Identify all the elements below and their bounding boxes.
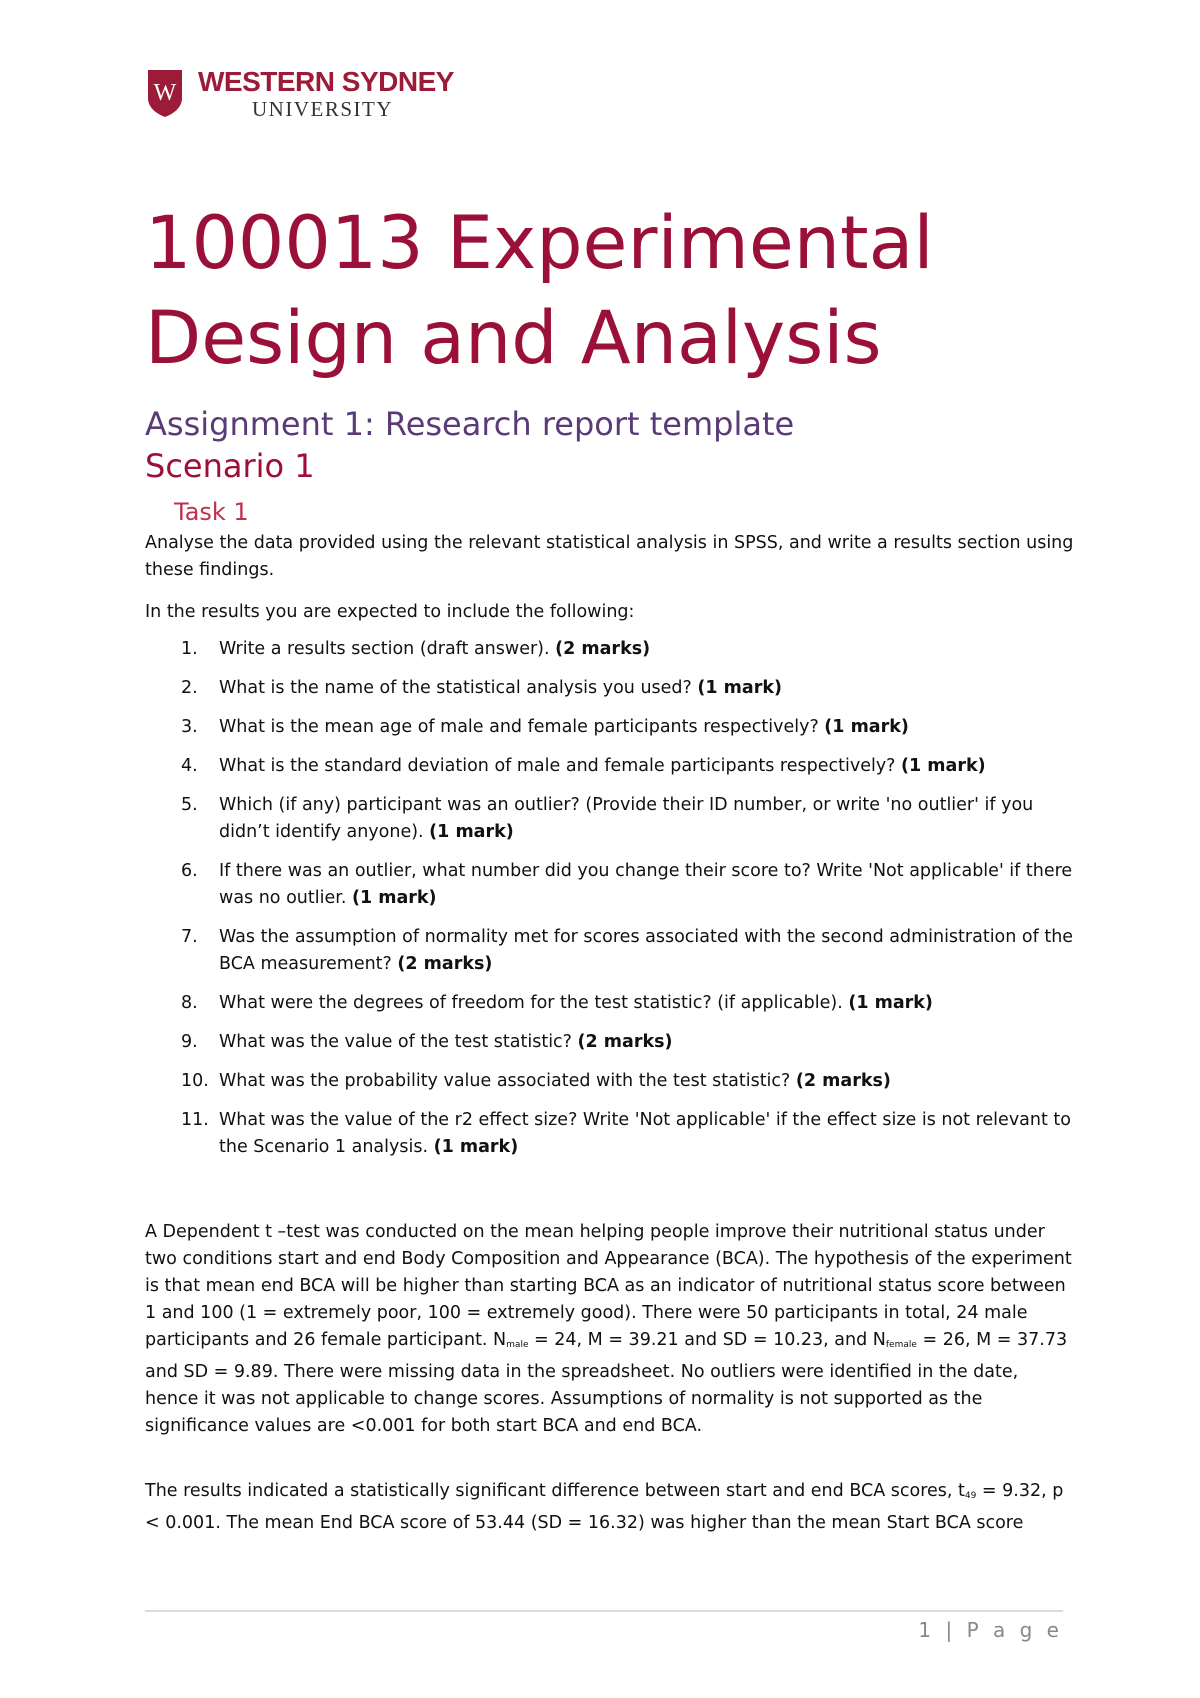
list-item-marks: (1 mark) <box>351 888 437 908</box>
question-list <box>145 636 1075 1173</box>
list-item <box>145 675 1075 702</box>
list-item-text: What was the value of the test statistic? <box>219 1032 578 1052</box>
list-item-text: Was the assumption of normality met for scores associated with the second administration of the BCA measurement? <box>219 927 1074 974</box>
subscript-female: female <box>885 1340 917 1350</box>
list-item <box>145 714 1075 741</box>
results-paragraph-2 <box>145 1478 1075 1537</box>
list-item-text: What was the value of the r2 effect size? Write 'Not applicable' if the effect size is not relevant to the Scenario 1 analysis. <box>219 1110 1071 1157</box>
list-item-marks: (1 mark) <box>824 717 909 737</box>
list-item <box>145 924 1075 978</box>
list-item <box>145 636 1075 663</box>
list-item-text: What is the name of the statistical analysis you used? <box>219 678 698 698</box>
list-item-number: 9. <box>181 1032 198 1052</box>
list-item-text: What is the standard deviation of male and female participants respectively? <box>219 756 902 776</box>
list-item <box>145 792 1075 846</box>
university-logo <box>146 68 454 120</box>
subscript-male: male <box>506 1340 529 1350</box>
assignment-subtitle: Assignment 1: Research report template <box>145 405 795 443</box>
list-item-marks: (2 marks) <box>577 1032 673 1052</box>
list-item-text: Write a results section (draft answer). <box>219 639 556 659</box>
list-item-number: 11. <box>181 1110 209 1130</box>
footer-divider <box>145 1610 1063 1612</box>
paragraph-text: The results indicated a statistically significant difference between start and end BCA scores, t <box>145 1481 965 1501</box>
svg-text:W: W <box>153 80 177 106</box>
list-item-number: 5. <box>181 795 198 815</box>
results-paragraph-1 <box>145 1219 1075 1440</box>
list-item-text: What is the mean age of male and female participants respectively? <box>219 717 825 737</box>
list-item-number: 2. <box>181 678 198 698</box>
list-item-marks: (1 mark) <box>901 756 986 776</box>
paragraph-text: = 9.32, p < 0.001. The mean End BCA score of 53.44 (SD = 16.32) was higher than the mean Start BCA score <box>145 1481 1064 1533</box>
title-line-1: 100013 Experimental <box>145 201 934 286</box>
list-item-text: If there was an outlier, what number did you change their score to? Write 'Not applicable' if there was no outlier. <box>219 861 1073 908</box>
list-item <box>145 1029 1075 1056</box>
list-item-number: 1. <box>181 639 198 659</box>
list-item-number: 7. <box>181 927 198 947</box>
list-item-marks: (1 mark) <box>848 993 933 1013</box>
list-item-text: What were the degrees of freedom for the test statistic? (if applicable). <box>219 993 849 1013</box>
list-item-number: 10. <box>181 1071 209 1091</box>
list-item-number: 4. <box>181 756 198 776</box>
list-item-marks: (2 marks) <box>555 639 651 659</box>
page-number: 1 | P a g e <box>918 1618 1063 1642</box>
logo-wordmark-secondary: UNIVERSITY <box>252 97 393 121</box>
list-item <box>145 858 1075 912</box>
list-item-number: 8. <box>181 993 198 1013</box>
list-item-marks: (2 marks) <box>795 1071 891 1091</box>
list-item <box>145 753 1075 780</box>
list-item-number: 6. <box>181 861 198 881</box>
task-instructions: Analyse the data provided using the relevant statistical analysis in SPSS, and write a results section using these findings. <box>145 533 1074 580</box>
list-item <box>145 1068 1075 1095</box>
scenario-heading: Scenario 1 <box>145 447 315 485</box>
list-item <box>145 990 1075 1017</box>
paragraph-text: = 24, M = 39.21 and SD = 10.23, and N <box>528 1330 886 1350</box>
list-item-marks: (1 mark) <box>433 1137 519 1157</box>
task-heading: Task 1 <box>174 498 249 526</box>
list-item-text: What was the probability value associated with the test statistic? <box>219 1071 796 1091</box>
paragraph-text: = 26, M = 37.73 and SD = 9.89. There were missing data in the spreadsheet. No outliers were identified in the date, hence it was not applicable to change scores. Assumptions of normality is not supported as the significance values are <0.001 for both start BCA and end BCA. <box>145 1330 1068 1436</box>
list-lead-in: In the results you are expected to include the following: <box>145 602 635 622</box>
paragraph-text: A Dependent t –test was conducted on the mean helping people improve their nutritional status under two conditions start and end Body Composition and Appearance (BCA). The hypothesis of the experiment is that mean end BCA will be higher than starting BCA as an indicator of nutritional status score between 1 and 100 (1 = extremely poor, 100 = extremely good). There were 50 participants in total, 24 male participants and 26 female participant. N <box>145 1222 1072 1350</box>
list-item-marks: (1 mark) <box>697 678 782 698</box>
logo-wordmark-primary: WESTERN SYDNEY <box>198 66 454 97</box>
list-item-text: Which (if any) participant was an outlier? (Provide their ID number, or write 'no outlier' if you didn’t identify anyone). <box>219 795 1034 842</box>
title-line-2: Design and Analysis <box>145 296 882 381</box>
list-item-number: 3. <box>181 717 198 737</box>
list-item <box>145 1107 1075 1161</box>
list-item-marks: (1 mark) <box>429 822 514 842</box>
shield-icon <box>146 68 184 118</box>
subscript-degrees-of-freedom: 49 <box>964 1491 977 1501</box>
document-title <box>145 196 1145 386</box>
list-item-marks: (2 marks) <box>397 954 493 974</box>
